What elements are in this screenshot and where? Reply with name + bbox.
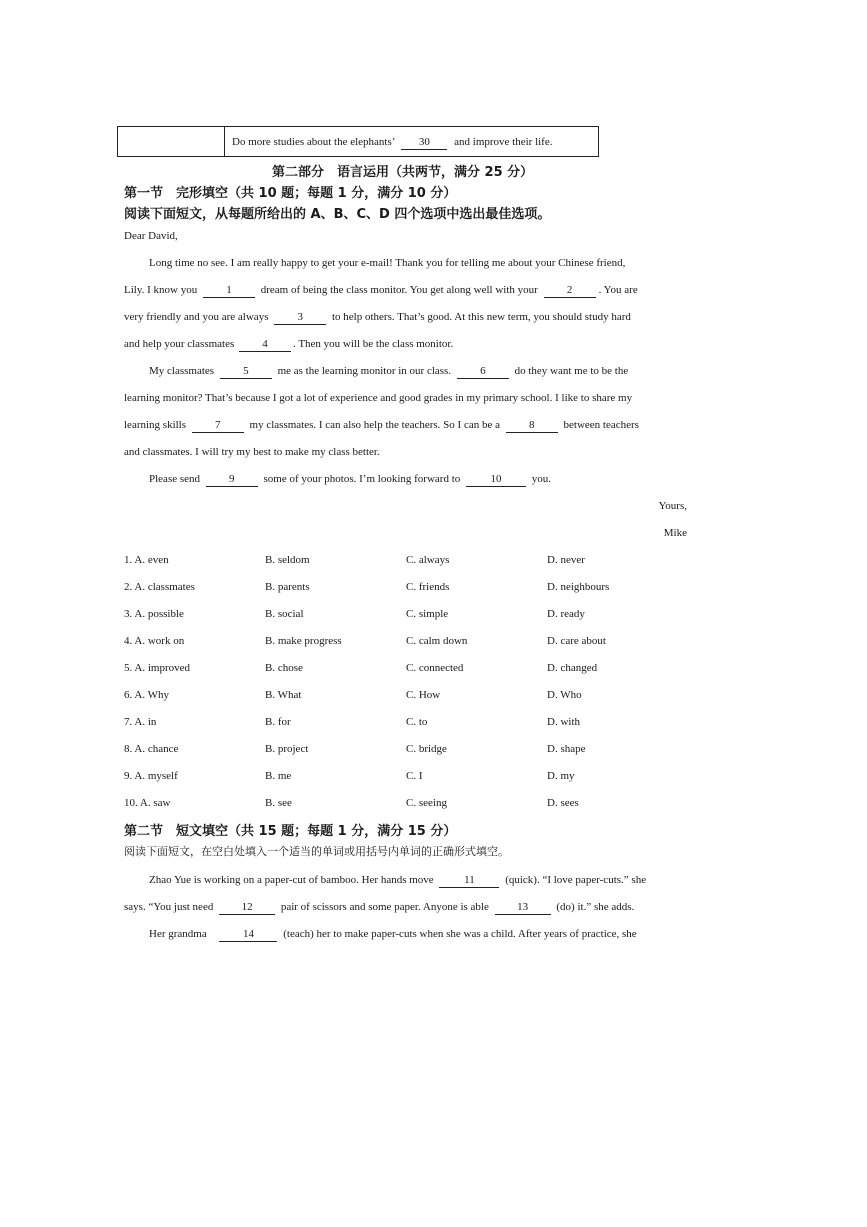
letter-text: some of your photos. I’m looking forward to [263, 473, 461, 485]
letter-text: do they want me to be the [514, 365, 629, 377]
letter-line-6 [124, 391, 632, 405]
passage-text: (quick). “I love paper-cuts.” she [505, 874, 647, 886]
letter-line-9 [149, 472, 551, 487]
letter-signature: Mike [663, 527, 687, 539]
passage-text: says. “You just need [124, 901, 214, 913]
passage-text: Her grandma [149, 928, 207, 940]
table-text-before: Do more studies about the elephants’ [232, 136, 395, 148]
option-q9-d[interactable]: D. my [547, 770, 575, 782]
option-q2-d[interactable]: D. neighbours [547, 581, 610, 593]
blank-4[interactable]: 4 [239, 338, 291, 352]
option-q9-c[interactable]: C. I [406, 770, 423, 782]
letter-text: Long time no see. I am really happy to get your e-mail! Thank you for telling me about your Chinese friend, [149, 257, 626, 269]
letter-text: and classmates. I will try my best to make my class better. [124, 446, 380, 458]
table-row [117, 126, 599, 157]
option-q4-d[interactable]: D. care about [547, 635, 606, 647]
option-q9-b[interactable]: B. me [265, 770, 292, 782]
option-q10-b[interactable]: B. see [265, 797, 292, 809]
letter-text: my classmates. I can also help the teachers. So I can be a [249, 419, 500, 431]
option-q6-c[interactable]: C. How [406, 689, 441, 701]
blank-2[interactable]: 2 [544, 284, 596, 298]
option-q6-b[interactable]: B. What [265, 689, 302, 701]
blank-9[interactable]: 9 [206, 473, 258, 487]
option-q8-d[interactable]: D. shape [547, 743, 586, 755]
letter-text: dream of being the class monitor. You get along well with your [260, 284, 538, 296]
passage-text: Zhao Yue is working on a paper-cut of bamboo. Her hands move [149, 874, 434, 886]
option-q7-d[interactable]: D. with [547, 716, 580, 728]
option-q1-d[interactable]: D. never [547, 554, 585, 566]
blank-8[interactable]: 8 [506, 419, 558, 433]
option-q2-b[interactable]: B. parents [265, 581, 310, 593]
section1-title: 第一节 完形填空（共 10 题；每题 1 分，满分 10 分） [124, 186, 457, 201]
letter-line-3 [124, 310, 631, 325]
blank-30[interactable]: 30 [401, 136, 447, 150]
letter-line-8 [124, 445, 380, 459]
letter-text: learning monitor? That’s because I got a lot of experience and good grades in my primary school. I like to share my [124, 392, 633, 404]
option-q5-c[interactable]: C. connected [406, 662, 464, 674]
option-q6-a[interactable]: 6. A. Why [124, 689, 170, 701]
option-q3-d[interactable]: D. ready [547, 608, 585, 620]
option-q4-b[interactable]: B. make progress [265, 635, 342, 647]
part2-title: 第二部分 语言运用（共两节，满分 25 分） [272, 165, 534, 180]
option-q8-b[interactable]: B. project [265, 743, 309, 755]
letter-text: between teachers [563, 419, 639, 431]
option-q2-c[interactable]: C. friends [406, 581, 450, 593]
blank-12[interactable]: 12 [219, 901, 275, 915]
letter-line-1 [149, 256, 625, 270]
option-q5-b[interactable]: B. chose [265, 662, 303, 674]
option-q10-a[interactable]: 10. A. saw [124, 797, 171, 809]
letter-line-5 [149, 364, 628, 379]
option-q3-a[interactable]: 3. A. possible [124, 608, 184, 620]
letter-text: Please send [149, 473, 201, 485]
option-q2-a[interactable]: 2. A. classmates [124, 581, 195, 593]
blank-7[interactable]: 7 [192, 419, 244, 433]
letter-line-2 [124, 283, 638, 298]
table-text-after: and improve their life. [454, 136, 553, 148]
option-q1-b[interactable]: B. seldom [265, 554, 310, 566]
blank-13[interactable]: 13 [495, 901, 551, 915]
letter-text: . You are [598, 284, 638, 296]
blank-6[interactable]: 6 [457, 365, 509, 379]
option-q10-c[interactable]: C. seeing [406, 797, 447, 809]
option-q6-d[interactable]: D. Who [547, 689, 582, 701]
option-q7-b[interactable]: B. for [265, 716, 291, 728]
table-cell-empty [118, 127, 225, 156]
option-q8-c[interactable]: C. bridge [406, 743, 447, 755]
letter-text: Lily. I know you [124, 284, 198, 296]
passage-line-3 [149, 927, 637, 942]
passage-line-1 [149, 873, 646, 888]
section2-instruction: 阅读下面短文，在空白处填入一个适当的单词或用括号内单词的正确形式填空。 [124, 845, 509, 858]
blank-11[interactable]: 11 [439, 874, 499, 888]
letter-text: learning skills [124, 419, 187, 431]
option-q4-a[interactable]: 4. A. work on [124, 635, 185, 647]
letter-text: to help others. That’s good. At this new term, you should study hard [331, 311, 631, 323]
blank-1[interactable]: 1 [203, 284, 255, 298]
option-q10-d[interactable]: D. sees [547, 797, 579, 809]
option-q5-d[interactable]: D. changed [547, 662, 598, 674]
blank-3[interactable]: 3 [274, 311, 326, 325]
option-q1-c[interactable]: C. always [406, 554, 450, 566]
blank-10[interactable]: 10 [466, 473, 526, 487]
option-q5-a[interactable]: 5. A. improved [124, 662, 190, 674]
letter-text: very friendly and you are always [124, 311, 269, 323]
section2-title: 第二节 短文填空（共 15 题；每题 1 分，满分 15 分） [124, 824, 457, 839]
option-q8-a[interactable]: 8. A. chance [124, 743, 179, 755]
section1-instruction: 阅读下面短文，从每题所给出的 A、B、C、D 四个选项中选出最佳选项。 [124, 207, 551, 222]
option-q7-a[interactable]: 7. A. in [124, 716, 157, 728]
letter-text: and help your classmates [124, 338, 235, 350]
letter-text: . Then you will be the class monitor. [293, 338, 454, 350]
letter-closing: Yours, [658, 500, 687, 512]
option-q9-a[interactable]: 9. A. myself [124, 770, 178, 782]
table-cell-text [225, 127, 598, 156]
passage-text: pair of scissors and some paper. Anyone is able [280, 901, 489, 913]
passage-text: (do) it.” she adds. [556, 901, 635, 913]
option-q7-c[interactable]: C. to [406, 716, 428, 728]
option-q3-b[interactable]: B. social [265, 608, 304, 620]
option-q1-a[interactable]: 1. A. even [124, 554, 169, 566]
letter-line-4 [124, 337, 453, 352]
option-q3-c[interactable]: C. simple [406, 608, 449, 620]
option-q4-c[interactable]: C. calm down [406, 635, 468, 647]
letter-text: My classmates [149, 365, 215, 377]
passage-line-2 [124, 900, 634, 915]
blank-5[interactable]: 5 [220, 365, 272, 379]
letter-greeting: Dear David, [124, 230, 178, 242]
letter-line-7 [124, 418, 639, 433]
blank-14[interactable]: 14 [219, 928, 277, 942]
letter-text: you. [531, 473, 552, 485]
passage-text: (teach) her to make paper-cuts when she was a child. After years of practice, she [283, 928, 637, 940]
letter-text: me as the learning monitor in our class. [277, 365, 452, 377]
